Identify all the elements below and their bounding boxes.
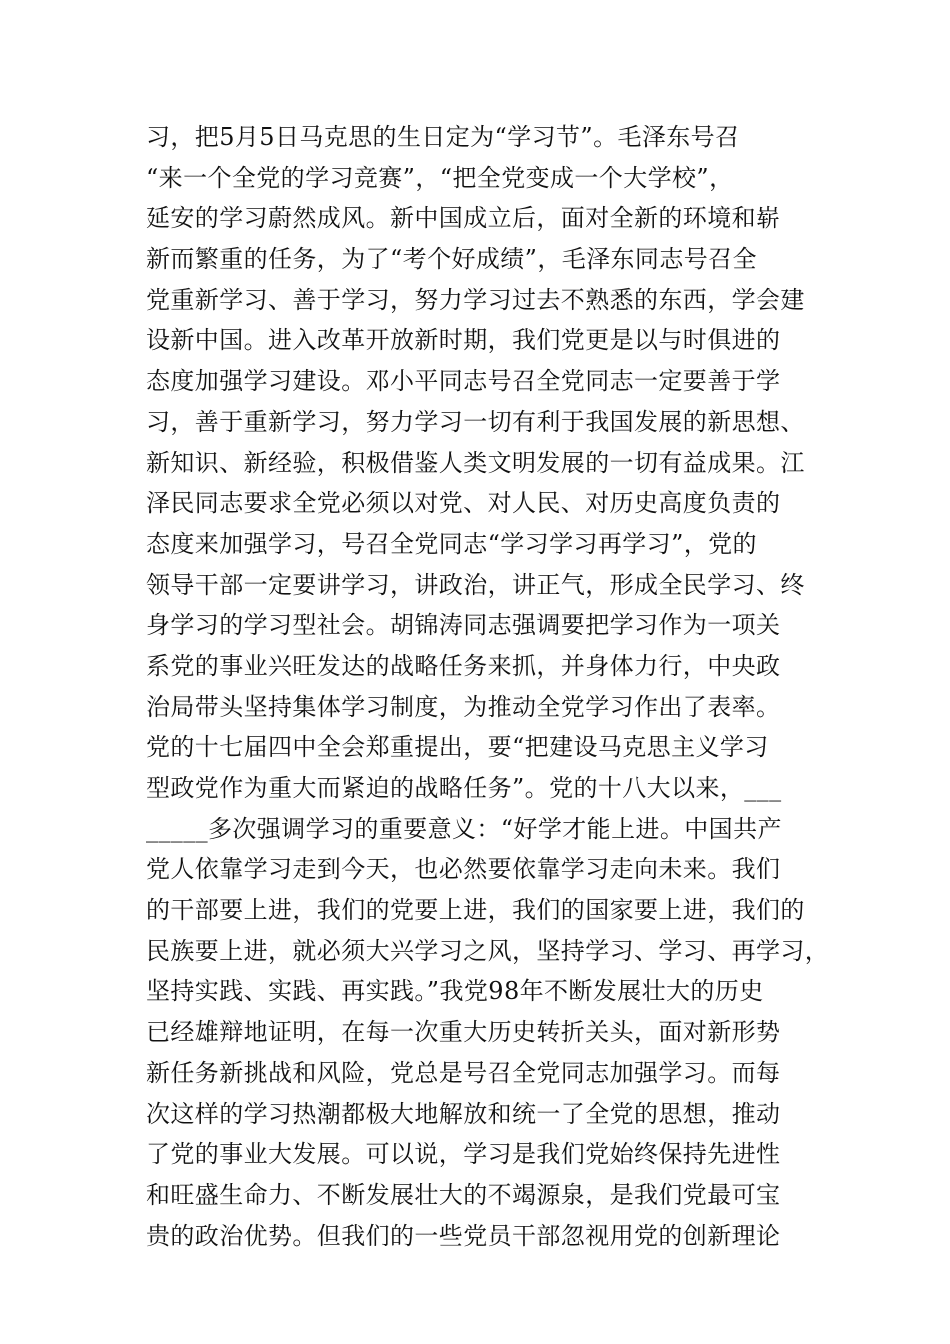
text-line: 坚持实践、实践、再实践。”我党98年不断发展壮大的历史 [146,977,764,1006]
text-line: 党重新学习、善于学习，努力学习过去不熟悉的东西，学会建 [146,285,805,314]
text-line: 习，善于重新学习，努力学习一切有利于我国发展的新思想、 [146,407,805,436]
text-line: 已经雄辩地证明，在每一次重大历史转折关头，面对新形势 [146,1018,781,1047]
body-text [146,117,830,1256]
text-line: 贵的政治优势。但我们的一些党员干部忽视用党的创新理论 [146,1221,781,1250]
text-line: 次这样的学习热潮都极大地解放和统一了全党的思想，推动 [146,1099,781,1128]
text-line: 党的十七届四中全会郑重提出，要“把建设马克思主义学习 [146,733,769,762]
text-line: 的干部要上进，我们的党要上进，我们的国家要上进，我们的 [146,896,805,925]
text-line: _____多次强调学习的重要意义：“好学才能上进。中国共产 [146,814,782,843]
text-line: 态度加强学习建设。邓小平同志号召全党同志一定要善于学 [146,367,781,396]
text-line: 泽民同志要求全党必须以对党、对人民、对历史高度负责的 [146,489,781,518]
text-line: 党人依靠学习走到今天，也必然要依靠学习走向未来。我们 [146,855,781,884]
text-line: 型政党作为重大而紧迫的战略任务”。党的十八大以来，___ [146,774,782,802]
text-line: 领导干部一定要讲学习，讲政治，讲正气，形成全民学习、终 [146,570,805,599]
text-line: “来一个全党的学习竞赛”，“把全党变成一个大学校”， [146,163,734,192]
text-line: 系党的事业兴旺发达的战略任务来抓，并身体力行，中央政 [146,651,781,680]
text-line: 习，把5月5日马克思的生日定为“学习节”。毛泽东号召 [146,123,740,151]
text-line: 新任务新挑战和风险，党总是号召全党同志加强学习。而每 [146,1058,781,1087]
text-line: 设新中国。进入改革开放新时期，我们党更是以与时俱进的 [146,326,781,355]
text-line: 身学习的学习型社会。胡锦涛同志强调要把学习作为一项关 [146,611,781,640]
text-line: 民族要上进，就必须大兴学习之风，坚持学习、学习、再学习， [146,936,830,965]
text-line: 态度来加强学习，号召全党同志“学习学习再学习”，党的 [146,529,757,558]
text-line: 新而繁重的任务，为了“考个好成绩”，毛泽东同志号召全 [146,245,757,274]
text-line: 了党的事业大发展。可以说，学习是我们党始终保持先进性 [146,1140,781,1169]
text-line: 新知识、新经验，积极借鉴人类文明发展的一切有益成果。江 [146,448,805,477]
text-line: 治局带头坚持集体学习制度，为推动全党学习作出了表率。 [146,692,781,721]
text-line: 和旺盛生命力、不断发展壮大的不竭源泉，是我们党最可宝 [146,1180,781,1209]
text-line: 延安的学习蔚然成风。新中国成立后，面对全新的环境和崭 [146,204,781,233]
